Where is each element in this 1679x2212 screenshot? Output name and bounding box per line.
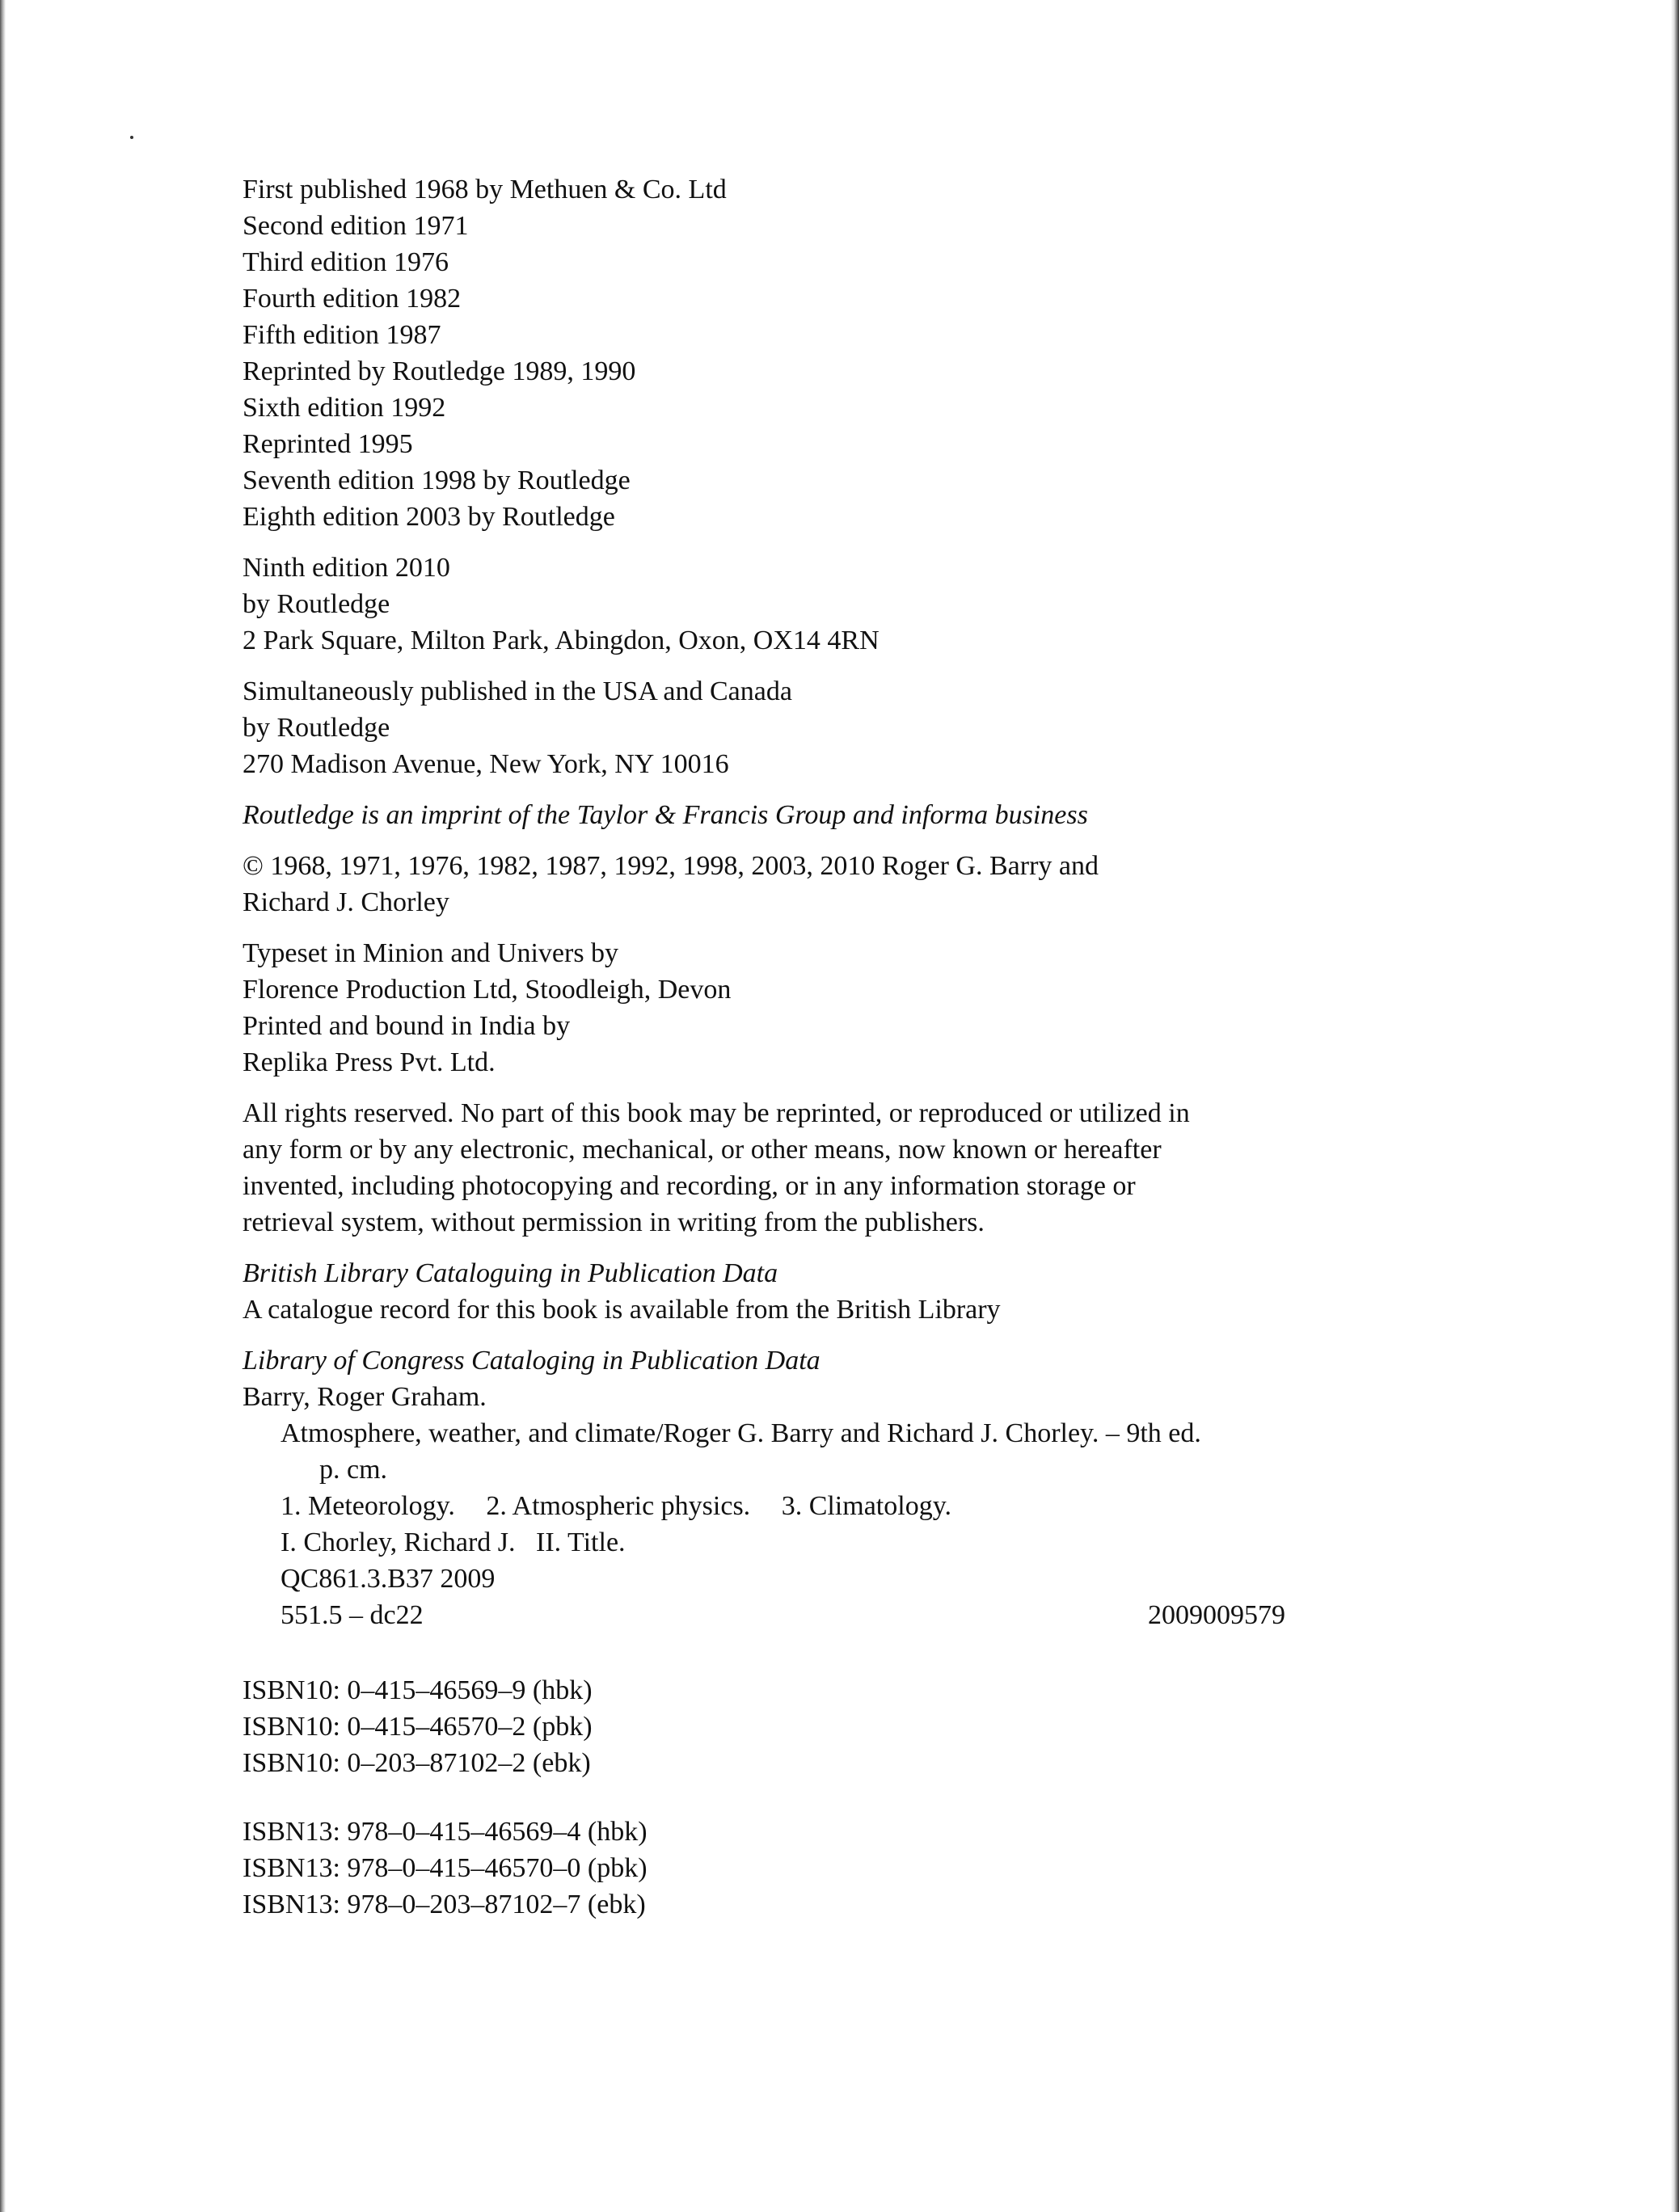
imprint-note: Routledge is an imprint of the Taylor & Francis Group and informa business	[243, 800, 1088, 830]
printing-line: Replika Press Pvt. Ltd.	[243, 1047, 496, 1077]
copyright-text	[243, 171, 1536, 1923]
imprint-note-block	[243, 797, 1536, 833]
british-library-heading: British Library Cataloguing in Publication Data	[243, 1258, 778, 1288]
british-library-block	[243, 1255, 1536, 1328]
usa-canada-address: 270 Madison Avenue, New York, NY 10016	[243, 749, 729, 779]
history-line: Eighth edition 2003 by Routledge	[243, 502, 615, 532]
rights-line: invented, including photocopying and recording, or in any information storage or	[243, 1171, 1136, 1201]
british-library-text: A catalogue record for this book is available from the British Library	[243, 1295, 1001, 1325]
typesetting-line: Florence Production Ltd, Stoodleigh, Devon	[243, 975, 732, 1005]
loc-subject: 2. Atmospheric physics.	[486, 1491, 751, 1521]
usa-canada-block	[243, 673, 1536, 782]
usa-canada-line: by Routledge	[243, 713, 390, 743]
typesetting-block	[243, 935, 1536, 1081]
loc-subject: 1. Meteorology.	[281, 1491, 455, 1521]
isbn13-block	[243, 1814, 1536, 1923]
publication-history	[243, 171, 1536, 535]
rights-line: retrieval system, without permission in writing from the publishers.	[243, 1207, 985, 1237]
scan-edge-right	[1671, 0, 1679, 2212]
history-line: Fourth edition 1982	[243, 284, 462, 314]
loc-added-entries: I. Chorley, Richard J. II. Title.	[281, 1527, 626, 1557]
usa-canada-line: Simultaneously published in the USA and Canada	[243, 676, 792, 706]
copyright-block	[243, 848, 1536, 921]
loc-title-line: Atmosphere, weather, and climate/Roger G. Barry and Richard J. Chorley. – 9th ed.	[281, 1418, 1201, 1448]
loc-dewey: 551.5 – dc22	[281, 1600, 424, 1630]
rights-block	[243, 1095, 1536, 1241]
typesetting-line: Typeset in Minion and Univers by	[243, 938, 619, 968]
history-line: Seventh edition 1998 by Routledge	[243, 466, 631, 495]
ninth-edition-line: Ninth edition 2010	[243, 553, 450, 583]
rights-line: All rights reserved. No part of this book may be reprinted, or reproduced or utilized in	[243, 1098, 1190, 1128]
isbn10-line: ISBN10: 0–415–46570–2 (pbk)	[243, 1712, 593, 1742]
ninth-edition-block	[243, 550, 1536, 659]
loc-lccn: 2009009579	[1148, 1600, 1285, 1630]
copyright-line: © 1968, 1971, 1976, 1982, 1987, 1992, 1998, 2003, 2010 Roger G. Barry and	[243, 851, 1099, 881]
history-line: Reprinted 1995	[243, 429, 413, 459]
history-line: First published 1968 by Methuen & Co. Ltd	[243, 175, 727, 204]
history-line: Second edition 1971	[243, 211, 469, 241]
isbn13-line: ISBN13: 978–0–415–46570–0 (pbk)	[243, 1853, 648, 1883]
rights-line: any form or by any electronic, mechanical, or other means, now known or hereafter	[243, 1135, 1162, 1165]
history-line: Fifth edition 1987	[243, 320, 441, 350]
copyright-line: Richard J. Chorley	[243, 887, 449, 917]
isbn10-line: ISBN10: 0–203–87102–2 (ebk)	[243, 1748, 591, 1778]
loc-subject: 3. Climatology.	[781, 1491, 951, 1521]
scan-edge-left	[0, 0, 6, 2212]
isbn10-line: ISBN10: 0–415–46569–9 (hbk)	[243, 1675, 593, 1705]
isbn13-line: ISBN13: 978–0–203–87102–7 (ebk)	[243, 1890, 646, 1919]
loc-heading: Library of Congress Cataloging in Publication Data	[243, 1346, 821, 1376]
ninth-edition-line: by Routledge	[243, 589, 390, 619]
loc-pcm: p. cm.	[319, 1455, 388, 1485]
isbn10-block	[243, 1672, 1536, 1781]
ninth-edition-address: 2 Park Square, Milton Park, Abingdon, Oxon, OX14 4RN	[243, 626, 880, 655]
loc-author: Barry, Roger Graham.	[243, 1382, 487, 1412]
scan-speck	[130, 136, 133, 139]
library-of-congress-block	[243, 1342, 1536, 1633]
loc-call-number: QC861.3.B37 2009	[281, 1564, 496, 1594]
loc-subjects	[243, 1488, 1536, 1524]
loc-classification-row	[243, 1597, 1285, 1633]
history-line: Reprinted by Routledge 1989, 1990	[243, 356, 636, 386]
history-line: Third edition 1976	[243, 247, 449, 277]
isbn13-line: ISBN13: 978–0–415–46569–4 (hbk)	[243, 1817, 648, 1847]
printing-line: Printed and bound in India by	[243, 1011, 571, 1041]
history-line: Sixth edition 1992	[243, 393, 446, 423]
